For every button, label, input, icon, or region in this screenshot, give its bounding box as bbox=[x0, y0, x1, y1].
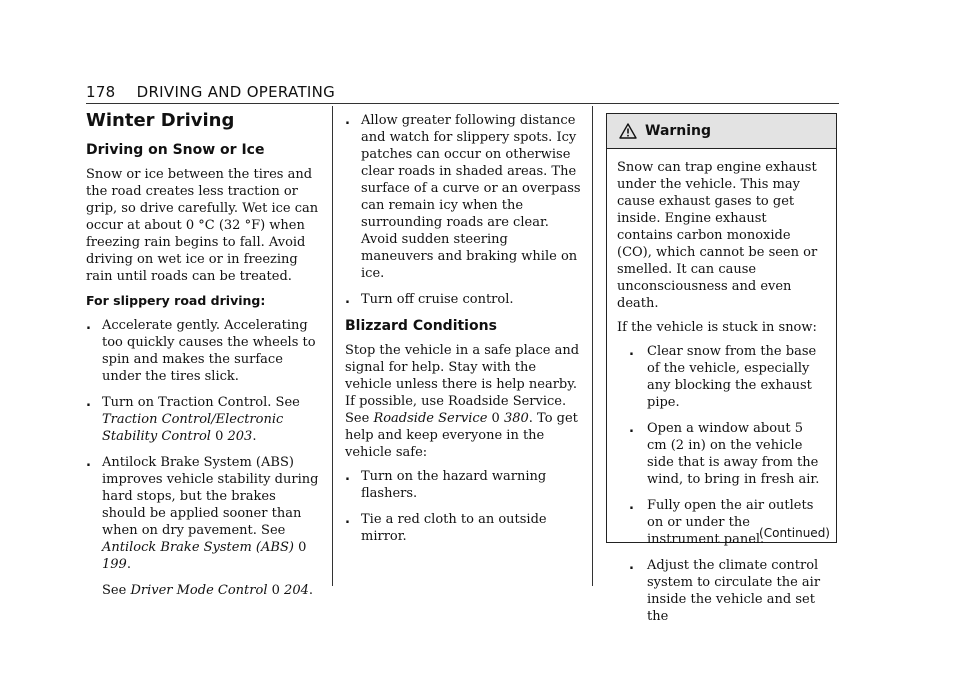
warning-title: Warning bbox=[645, 123, 712, 139]
page-ref-number[interactable]: 199 bbox=[102, 557, 127, 572]
continued-label: (Continued) bbox=[759, 526, 830, 540]
list-item bbox=[629, 557, 826, 625]
column-divider bbox=[592, 106, 593, 586]
intro-paragraph: Snow or ice between the tires and the road creates less traction or grip, so drive carefully. Wet ice can occur at about 0 °C (32 °F) when freezing rain begins to fall. Avoid driving on wet ice or in freezing rain until roads can be treated. bbox=[86, 167, 319, 284]
bullet-icon: . bbox=[629, 421, 634, 436]
list-item: . Antilock Brake System (ABS) improves vehicle stability during hard stops, but the brakes should be applied sooner than when on dry pavement. See Antilock Brake System (ABS) 0 199. bbox=[86, 455, 319, 572]
bullet-icon: . bbox=[345, 512, 350, 527]
page-header bbox=[86, 83, 335, 101]
page-title: Winter Driving bbox=[86, 110, 235, 131]
blizzard-paragraph: Stop the vehicle in a safe place and signal for help. Stay with the vehicle unless there is help nearby. If possible, use Roadside Service. See Roadside Service 0 380. To get help and keep everyone in the vehicle safe: bbox=[345, 343, 580, 460]
warning-triangle-icon bbox=[619, 123, 637, 139]
subheading: For slippery road driving: bbox=[86, 293, 266, 308]
list-item-text: Turn on Traction Control. See bbox=[102, 395, 300, 410]
column-2 bbox=[345, 112, 581, 554]
list-item-text: Turn on the hazard warning flashers. bbox=[361, 469, 547, 501]
list-item bbox=[629, 420, 826, 488]
section-heading: Driving on Snow or Ice bbox=[86, 142, 265, 158]
bullet-icon: . bbox=[629, 498, 634, 513]
column-divider bbox=[332, 106, 333, 586]
page-ref-arrow: 0 bbox=[271, 583, 280, 598]
page-ref-arrow: 0 bbox=[491, 411, 500, 426]
page-ref-number[interactable]: 203 bbox=[227, 429, 253, 444]
list-item-text: Open a window about 5 cm (2 in) on the vehicle side that is away from the wind, to bring in fresh air. bbox=[647, 421, 820, 487]
ice-list bbox=[345, 112, 581, 308]
warning-body bbox=[607, 149, 836, 625]
cross-reference-link[interactable]: Driver Mode Control bbox=[130, 583, 268, 598]
see-also: See Driver Mode Control 0 204. bbox=[102, 583, 314, 598]
warning-box bbox=[606, 113, 837, 624]
bullet-icon: . bbox=[86, 318, 91, 333]
page-ref-arrow: 0 bbox=[298, 540, 307, 555]
bullet-icon: . bbox=[345, 113, 350, 128]
list-item bbox=[345, 291, 581, 308]
list-item-text: Adjust the climate control system to circulate the air inside the vehicle and set the bbox=[647, 558, 821, 624]
list-item-text: Clear snow from the base of the vehicle, especially any blocking the exhaust pipe. bbox=[647, 344, 817, 410]
list-item-text: Turn off cruise control. bbox=[361, 292, 514, 307]
list-item bbox=[86, 317, 320, 385]
bullet-icon: . bbox=[629, 558, 634, 573]
slippery-list bbox=[86, 317, 320, 573]
bullet-icon: . bbox=[629, 344, 634, 359]
list-item-text: Allow greater following distance and watch for slippery spots. Icy patches can occur on otherwise clear roads in shaded areas. The surface of a curve or an overpass can remain icy when the surrounding roads are clear. Avoid sudden steering maneuvers and braking while on ice. bbox=[361, 113, 581, 281]
bullet-icon: . bbox=[345, 292, 350, 307]
list-item-text: Antilock Brake System (ABS) improves vehicle stability during hard stops, but the brakes should be applied sooner than when on dry pavement. See bbox=[102, 455, 319, 538]
blizzard-list bbox=[345, 468, 581, 545]
list-item bbox=[629, 343, 826, 411]
column-1 bbox=[86, 108, 320, 606]
warning-paragraph: Snow can trap engine exhaust under the vehicle. This may cause exhaust gases to get inside. Engine exhaust contains carbon monoxide (CO), which cannot be seen or smelled. It can cause unconsciousness and even death. bbox=[617, 160, 818, 311]
list-item bbox=[629, 497, 826, 548]
page-number: 178 bbox=[86, 83, 116, 101]
warning-list bbox=[617, 343, 826, 625]
cross-reference-link[interactable]: Roadside Service bbox=[373, 411, 488, 426]
bullet-icon: . bbox=[86, 395, 91, 410]
list-item: . Turn on Traction Control. See Traction Control/Electronic Stability Control 0 203. bbox=[86, 395, 300, 444]
page-ref-arrow: 0 bbox=[215, 429, 224, 444]
list-item bbox=[345, 511, 581, 545]
header-divider bbox=[86, 103, 839, 104]
warning-paragraph: If the vehicle is stuck in snow: bbox=[617, 320, 817, 335]
section-heading: Blizzard Conditions bbox=[345, 318, 497, 334]
list-item-text: Tie a red cloth to an outside mirror. bbox=[361, 512, 547, 544]
section-title: DRIVING AND OPERATING bbox=[136, 83, 336, 101]
list-item bbox=[345, 468, 581, 502]
list-item-text: Accelerate gently. Accelerating too quickly causes the wheels to spin and makes the surface under the tires slick. bbox=[102, 318, 316, 384]
page-ref-number[interactable]: 380 bbox=[503, 411, 529, 426]
bullet-icon: . bbox=[86, 455, 91, 470]
page-ref-number[interactable]: 204 bbox=[284, 583, 309, 598]
list-item bbox=[345, 112, 581, 282]
cross-reference-link[interactable]: Traction Control/Electronic Stability Control bbox=[102, 412, 284, 444]
bullet-icon: . bbox=[345, 469, 350, 484]
warning-header bbox=[607, 114, 836, 149]
list-item-text: Fully open the air outlets on or under the instrument panel. bbox=[647, 498, 814, 547]
cross-reference-link[interactable]: Antilock Brake System (ABS) bbox=[102, 540, 294, 555]
